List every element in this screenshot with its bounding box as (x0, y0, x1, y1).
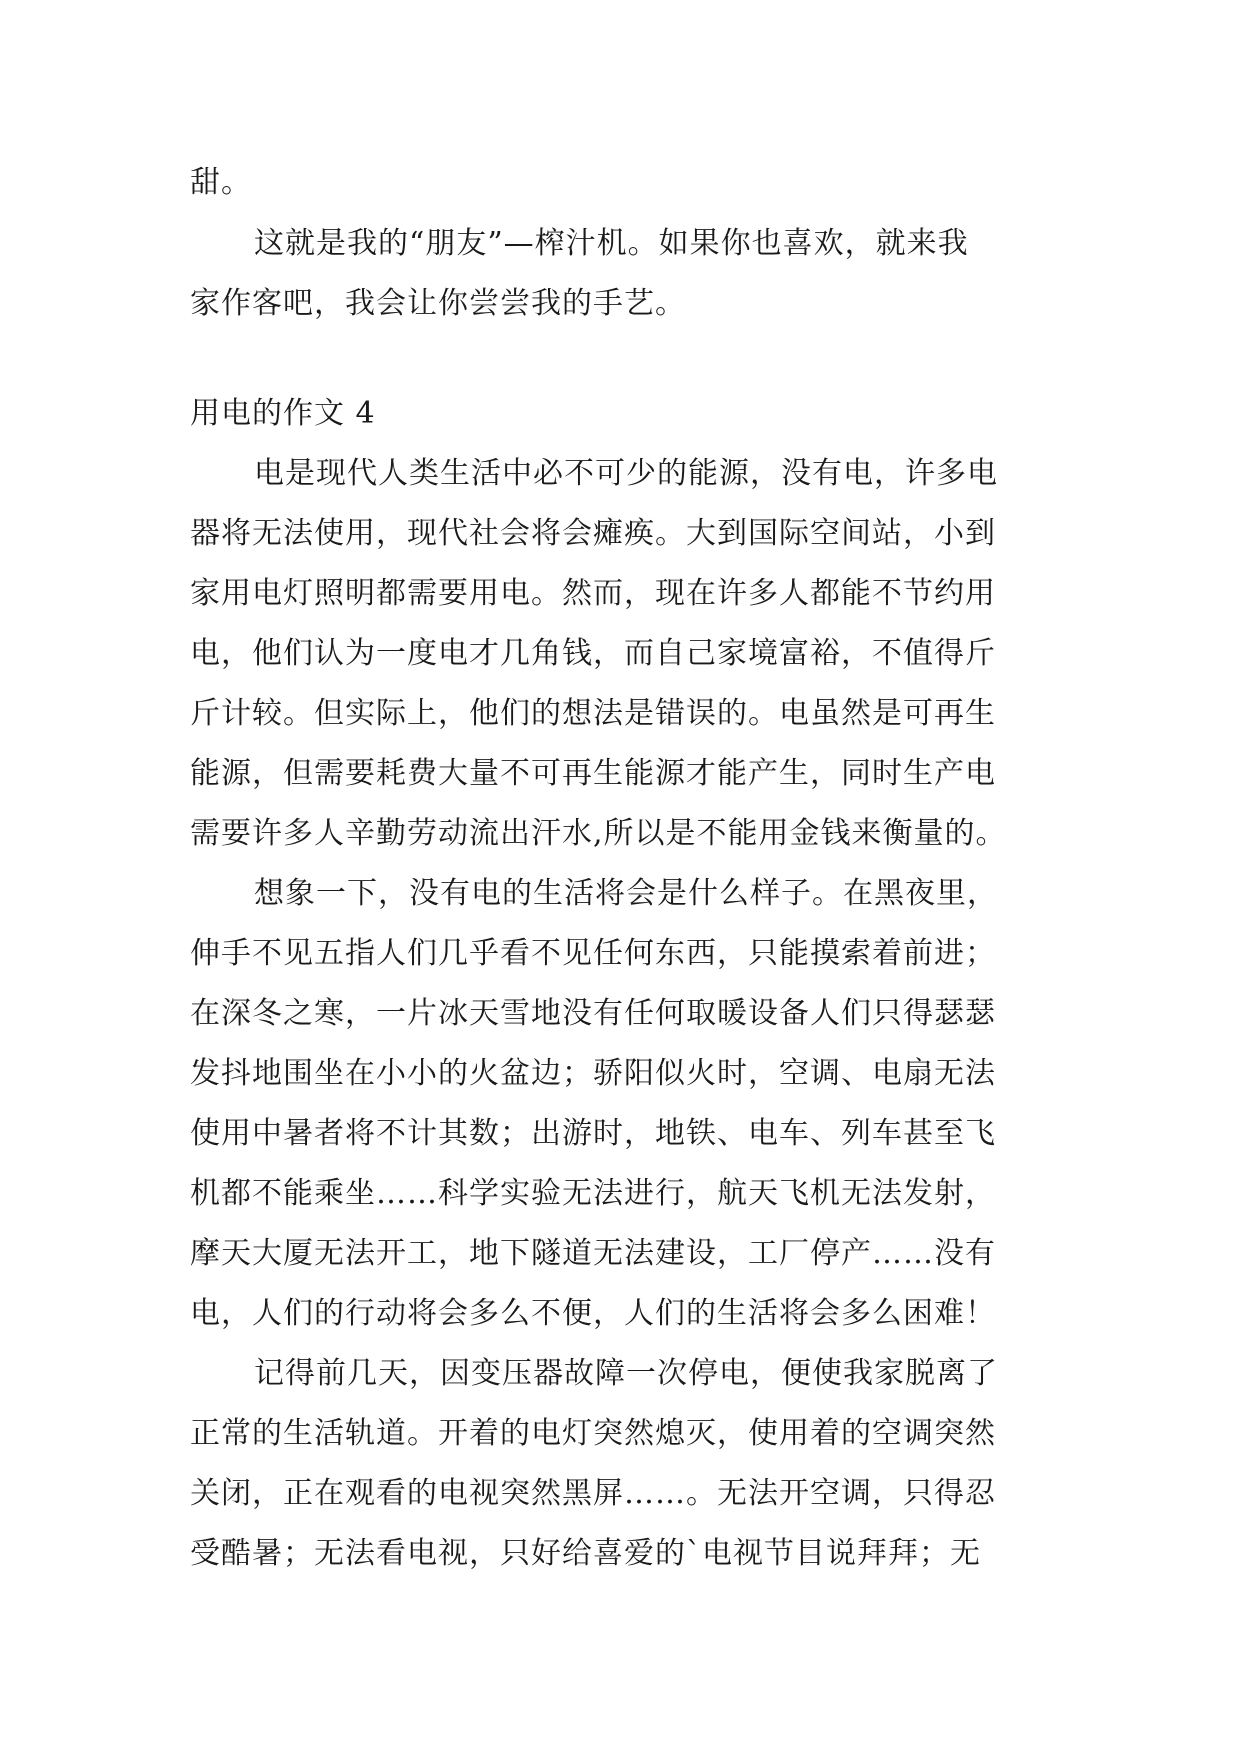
text-line: 伸手不见五指人们几乎看不见任何东西，只能摸索着前进； (190, 936, 996, 971)
text-line: 家用电灯照明都需要用电。然而，现在许多人都能不节约用 (190, 576, 996, 611)
text-line: 摩天大厦无法开工，地下隧道无法建设，工厂停产……没有 (190, 1236, 996, 1271)
text-line: 电，他们认为一度电才几角钱，而自己家境富裕，不值得斤 (190, 636, 996, 671)
text-line: 家作客吧，我会让你尝尝我的手艺。 (190, 286, 686, 321)
text-line: 记得前几天，因变压器故障一次停电，便使我家脱离了 (254, 1356, 998, 1391)
text-line: 想象一下，没有电的生活将会是什么样子。在黑夜里， (254, 876, 998, 911)
text-line: 关闭，正在观看的电视突然黑屏……。无法开空调，只得忍 (190, 1476, 996, 1511)
section-heading: 用电的作文 4 (190, 396, 376, 431)
text-line: 使用中暑者将不计其数；出游时，地铁、电车、列车甚至飞 (190, 1116, 996, 1151)
text-line: 在深冬之寒，一片冰天雪地没有任何取暖设备人们只得瑟瑟 (190, 996, 996, 1031)
text-line: 甜。 (190, 165, 252, 200)
text-line: 电，人们的行动将会多么不便，人们的生活将会多么困难！ (190, 1296, 996, 1331)
text-line: 发抖地围坐在小小的火盆边；骄阳似火时，空调、电扇无法 (190, 1056, 996, 1091)
text-line: 电是现代人类生活中必不可少的能源，没有电，许多电 (254, 456, 998, 491)
text-line: 器将无法使用，现代社会将会瘫痪。大到国际空间站，小到 (190, 516, 996, 551)
text-line: 需要许多人辛勤劳动流出汗水,所以是不能用金钱来衡量的。 (190, 816, 1007, 851)
text-line: 机都不能乘坐……科学实验无法进行，航天飞机无法发射， (190, 1176, 996, 1211)
text-line: 受酷暑；无法看电视，只好给喜爱的`电视节目说拜拜；无 (190, 1536, 981, 1571)
text-line: 能源，但需要耗费大量不可再生能源才能产生，同时生产电 (190, 756, 996, 791)
text-line: 斤计较。但实际上，他们的想法是错误的。电虽然是可再生 (190, 696, 996, 731)
text-line: 这就是我的“朋友”—榨汁机。如果你也喜欢，就来我 (254, 226, 969, 261)
text-line: 正常的生活轨道。开着的电灯突然熄灭，使用着的空调突然 (190, 1416, 996, 1451)
